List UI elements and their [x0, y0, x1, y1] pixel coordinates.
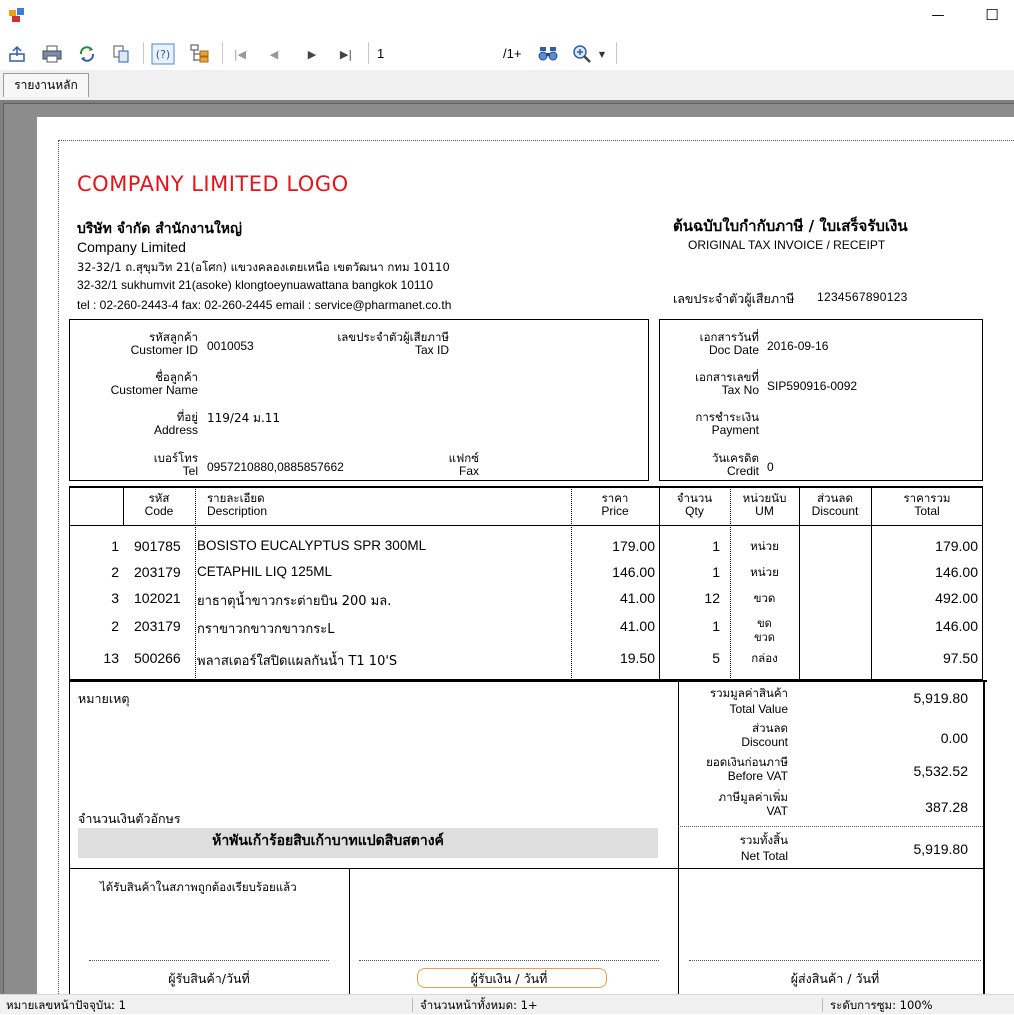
row-total: 492.00	[935, 590, 978, 606]
page-total-label: /1+	[503, 46, 522, 61]
find-icon[interactable]	[536, 42, 560, 66]
report-toolbar	[0, 38, 1014, 70]
customer-address-label-en: Address	[153, 423, 198, 437]
svg-text:(?): (?)	[155, 48, 171, 61]
doc-date-label-en: Doc Date	[708, 343, 759, 357]
sign-receiver: ผู้รับสินค้า/วันที่	[168, 971, 250, 986]
amount-words: ห้าพันเก้าร้อยสิบเก้าบาทแปดสิบสตางค์	[212, 833, 444, 849]
col-desc-en: Description	[207, 504, 268, 518]
customer-code-value: 0010053	[207, 339, 254, 353]
page-number-input[interactable]: 1	[377, 46, 385, 61]
row-um: หน่วย	[750, 539, 779, 553]
status-zoom: ระดับการซูม: 100%	[830, 998, 933, 1012]
row-um-secondary: ขวด	[754, 631, 775, 644]
page-frame-top	[58, 140, 1014, 141]
status-divider	[822, 998, 823, 1012]
row-code: 500266	[134, 650, 181, 666]
customer-taxid-label-en: Tax ID	[414, 343, 449, 357]
signature-divider	[69, 868, 70, 994]
next-page-icon[interactable]: ▶	[307, 47, 317, 61]
customer-code-label-en: Customer ID	[130, 343, 198, 357]
toolbar-separator	[616, 42, 617, 64]
discount-label-en: Discount	[741, 735, 788, 749]
help-icon[interactable]	[150, 42, 176, 66]
row-qty: 1	[712, 564, 720, 580]
total-value-label-en: Total Value	[729, 702, 788, 716]
signature-divider	[349, 868, 350, 994]
row-no: 2	[111, 618, 119, 634]
col-qty-en: Qty	[685, 504, 704, 518]
col-um-th: หน่วยนับ	[742, 491, 787, 505]
doc-no-label-th: เอกสารเลขที่	[695, 370, 759, 384]
row-um: ขด	[757, 617, 772, 630]
sign-sender: ผู้ส่งสินค้า / วันที่	[790, 971, 880, 986]
print-icon[interactable]	[40, 42, 64, 66]
maximize-button[interactable]: ☐	[985, 6, 999, 24]
row-code: 203179	[134, 564, 181, 580]
net-total-value: 5,919.80	[913, 841, 968, 857]
customer-name-label-th: ชื่อลูกค้า	[155, 370, 198, 384]
row-desc: ยาธาตุน้ำขาวกระต่ายบิน 200 มล.	[197, 594, 392, 609]
vat-value: 387.28	[925, 799, 968, 815]
status-divider	[412, 998, 413, 1012]
discount-value: 0.00	[940, 730, 968, 746]
before-vat-label-en: Before VAT	[727, 769, 788, 783]
payment-label-th: การชำระเงิน	[695, 410, 759, 424]
row-no: 13	[103, 650, 119, 666]
summary-divider	[983, 680, 985, 994]
tab-bar	[0, 70, 1014, 100]
customer-address-value: 119/24 ม.11	[207, 411, 281, 425]
row-desc: กราขาวกขาวกขาวกระL	[197, 622, 335, 637]
page-frame-left	[58, 140, 59, 994]
title-bar	[0, 0, 1014, 34]
prev-page-icon[interactable]: ◀	[269, 47, 279, 61]
toolbar-separator	[222, 42, 223, 64]
col-price-en: Price	[601, 504, 629, 518]
doc-title-en: ORIGINAL TAX INVOICE / RECEIPT	[688, 238, 886, 252]
doc-date-label-th: เอกสารวันที่	[699, 330, 759, 344]
row-price: 41.00	[619, 618, 655, 634]
row-qty: 1	[712, 618, 720, 634]
before-vat-label-th: ยอดเงินก่อนภาษี	[706, 755, 788, 769]
refresh-icon[interactable]	[76, 42, 98, 66]
net-total-label-th: รวมทั้งสิ้น	[739, 833, 788, 847]
customer-address-label-th: ที่อยู่	[176, 410, 198, 424]
summary-divider	[678, 680, 679, 994]
signature-line	[89, 960, 329, 961]
company-name-en: Company Limited	[77, 239, 186, 255]
summary-top-line	[69, 680, 987, 682]
first-page-icon[interactable]: |◀	[233, 47, 247, 61]
sign-payee: ผู้รับเงิน / วันที่	[470, 971, 548, 986]
row-desc: พลาสเตอร์ใสปิดแผลกันน้ำ T1 10'S	[197, 654, 398, 669]
amount-words-label: จำนวนเงินตัวอักษร	[78, 811, 181, 826]
col-qty-th: จำนวน	[676, 491, 713, 505]
export-icon[interactable]	[6, 42, 28, 66]
customer-tel-label-en: Tel	[182, 464, 198, 478]
company-address-th: 32-32/1 ถ.สุขุมวิท 21(อโศก) แขวงคลองเตยเหนือ เขตวัฒนา กทม 10110	[77, 260, 450, 274]
minimize-button[interactable]: —	[931, 8, 945, 23]
tab-main-report[interactable]: รายงานหลัก	[3, 73, 89, 97]
total-value-label-th: รวมมูลค่าสินค้า	[709, 686, 788, 700]
zoom-icon[interactable]	[570, 42, 594, 66]
col-code-en: Code	[144, 504, 174, 518]
col-code-th: รหัส	[148, 491, 170, 505]
row-code: 901785	[134, 538, 181, 554]
status-bar	[0, 994, 1014, 1014]
signature-top-line	[69, 868, 985, 869]
col-discount-th: ส่วนลด	[817, 491, 853, 505]
customer-code-label-th: รหัสลูกค้า	[149, 330, 198, 344]
col-um-en: UM	[755, 504, 774, 518]
summary-divider	[69, 680, 70, 868]
row-um: ขวด	[753, 591, 776, 605]
signature-line	[359, 960, 659, 961]
row-price: 19.50	[619, 650, 655, 666]
row-qty: 12	[704, 590, 720, 606]
copy-icon[interactable]	[110, 42, 132, 66]
net-total-label-en: Net Total	[740, 849, 788, 863]
row-um: หน่วย	[750, 565, 779, 579]
row-um: กล่อง	[751, 651, 778, 665]
row-price: 41.00	[619, 590, 655, 606]
row-price: 146.00	[612, 564, 655, 580]
col-desc-th: รายละเอียด	[207, 491, 265, 505]
row-code: 102021	[134, 590, 181, 606]
doc-no-label-en: Tax No	[721, 383, 759, 397]
row-no: 2	[111, 564, 119, 580]
payment-label-en: Payment	[711, 423, 759, 437]
row-qty: 1	[712, 538, 720, 554]
row-no: 3	[111, 590, 119, 606]
credit-value: 0	[767, 460, 774, 474]
customer-name-label-en: Customer Name	[110, 383, 198, 397]
col-total-en: Total	[914, 504, 940, 518]
credit-label-th: วันเครดิต	[711, 451, 759, 465]
company-contact: tel : 02-260-2443-4 fax: 02-260-2445 email : service@pharmanet.co.th	[77, 298, 452, 312]
tax-id-label: เลขประจำตัวผู้เสียภาษี	[673, 291, 795, 306]
company-logo: COMPANY LIMITED LOGO	[77, 172, 349, 196]
toolbar-separator	[143, 42, 144, 64]
doc-no-value: SIP590916-0092	[767, 379, 858, 393]
group-tree-icon[interactable]	[188, 42, 212, 66]
col-total-th: ราคารวม	[903, 491, 951, 505]
zoom-dropdown-icon[interactable]: ▼	[598, 49, 606, 59]
row-qty: 5	[712, 650, 720, 666]
total-value: 5,919.80	[913, 690, 968, 706]
status-current-page: หมายเลขหน้าปัจจุบัน: 1	[6, 998, 126, 1012]
received-note: ได้รับสินค้าในสภาพถูกต้องเรียบร้อยแล้ว	[100, 880, 297, 894]
customer-fax-label-en: Fax	[458, 464, 479, 478]
row-total: 179.00	[935, 538, 978, 554]
customer-fax-label-th: แฟกซ์	[448, 451, 479, 465]
row-desc: BOSISTO EUCALYPTUS SPR 300ML	[197, 538, 427, 553]
col-discount-en: Discount	[811, 504, 859, 518]
report-page	[37, 117, 1014, 994]
company-name-th: บริษัท จำกัด สำนักงานใหญ่	[77, 221, 242, 237]
last-page-icon[interactable]: ▶|	[339, 47, 353, 61]
row-price: 179.00	[612, 538, 655, 554]
vat-label-en: VAT	[766, 804, 788, 818]
signature-line	[689, 960, 981, 961]
col-divider	[195, 486, 196, 680]
col-price-th: ราคา	[601, 491, 629, 505]
status-total-pages: จำนวนหน้าทั้งหมด: 1+	[420, 998, 538, 1012]
discount-label-th: ส่วนลด	[752, 721, 788, 735]
customer-taxid-label-th: เลขประจำตัวผู้เสียภาษี	[337, 330, 449, 344]
doc-date-value: 2016-09-16	[767, 339, 829, 353]
row-total: 146.00	[935, 564, 978, 580]
net-total-divider	[678, 826, 983, 827]
row-desc: CETAPHIL LIQ 125ML	[197, 564, 333, 579]
customer-tel-label-th: เบอร์โทร	[153, 451, 198, 465]
vat-label-th: ภาษีมูลค่าเพิ่ม	[718, 790, 788, 804]
credit-label-en: Credit	[726, 464, 759, 478]
items-header-divider	[69, 525, 983, 526]
row-total: 146.00	[935, 618, 978, 634]
app-icon	[9, 8, 25, 22]
company-address-en: 32-32/1 sukhumvit 21(asoke) klongtoeynuawattana bangkok 10110	[77, 278, 434, 292]
customer-tel-value: 0957210880,0885857662	[207, 460, 344, 474]
remark-label: หมายเหตุ	[78, 691, 130, 706]
tax-id-value: 1234567890123	[817, 290, 908, 304]
row-code: 203179	[134, 618, 181, 634]
toolbar-separator	[368, 42, 369, 64]
doc-title-th: ต้นฉบับใบกำกับภาษี / ใบเสร็จรับเงิน	[673, 217, 908, 235]
row-total: 97.50	[942, 650, 978, 666]
before-vat-value: 5,532.52	[913, 763, 968, 779]
row-no: 1	[111, 538, 119, 554]
